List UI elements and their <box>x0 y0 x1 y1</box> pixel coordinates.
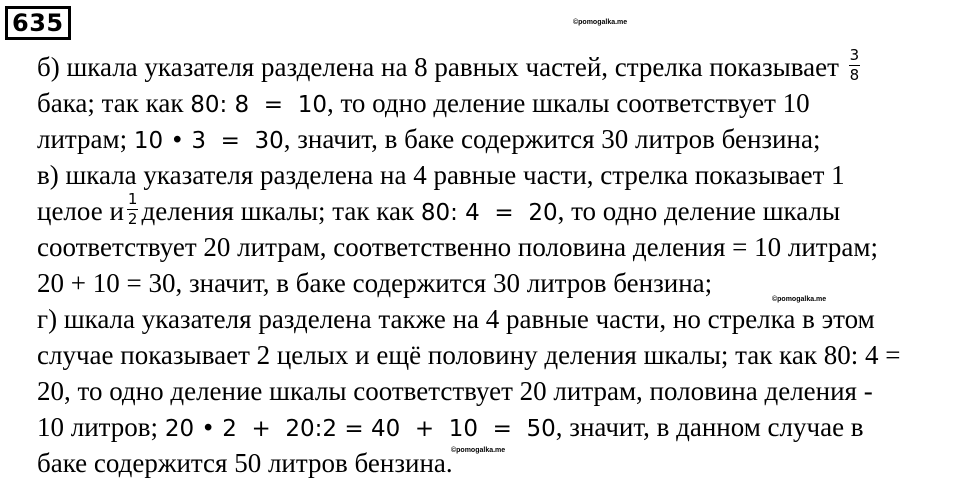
line-text: , то одно деление шкалы соответствует 10 <box>326 88 810 118</box>
text-line-8 <box>37 301 955 337</box>
line-text: , то одно деление шкалы <box>557 196 841 226</box>
math-expression: 20 • 2 + 20:2 = 40 + 10 = 50 <box>164 416 556 442</box>
watermark-middle: ©pomogalka.me <box>772 296 827 303</box>
text-line-3 <box>37 121 955 157</box>
text-line-1 <box>37 46 955 85</box>
problem-number-badge: 635 <box>5 6 71 40</box>
line-text: 10 литров; <box>37 412 165 442</box>
fraction-numerator: 1 <box>127 190 138 209</box>
line-text: литрам; <box>37 124 134 154</box>
line-text: г) шкала указателя разделена также на 4 равные части, но стрелка в этом <box>37 304 875 334</box>
fraction-denominator: 8 <box>849 66 860 85</box>
text-line-10 <box>37 373 955 409</box>
fraction-one-half <box>127 192 139 227</box>
line-text: б) шкала указателя разделена на 8 равных частей, стрелка показывает <box>37 52 839 82</box>
math-expression: 80: 4 = 20 <box>420 200 558 226</box>
text-line-7 <box>37 265 955 301</box>
math-expression: 80: 8 = 10 <box>190 92 327 118</box>
math-expression: 10 • 3 = 30 <box>133 128 284 154</box>
fraction-denominator: 2 <box>127 210 138 229</box>
text-line-12 <box>37 445 955 481</box>
text-line-11 <box>37 409 955 445</box>
line-text: бака; так как <box>37 88 191 118</box>
text-line-9 <box>37 337 955 373</box>
fraction-three-eighths <box>849 48 861 83</box>
line-text: 20 + 10 = 30, значит, в баке содержится 30 литров бензина; <box>37 268 713 298</box>
text-line-6 <box>37 229 955 265</box>
line-text: 20, то одно деление шкалы соответствует 20 литрам, половина деления - <box>37 376 873 406</box>
line-text: , значит, в данном случае в <box>555 412 864 442</box>
fraction-numerator: 3 <box>849 46 860 65</box>
text-line-2 <box>37 85 955 121</box>
text-line-4 <box>37 157 955 193</box>
line-text: баке содержится 50 литров бензина. <box>37 448 453 478</box>
solution-text <box>37 46 955 481</box>
line-text: целое и <box>37 196 124 226</box>
line-text: случае показывает 2 целых и ещё половину деления шкалы; так как 80: 4 = <box>37 340 901 370</box>
line-text: соответствует 20 литрам, соответственно половина деления = 10 литрам; <box>37 232 878 262</box>
line-text: в) шкала указателя разделена на 4 равные части, стрелка показывает 1 <box>37 160 845 190</box>
watermark-top: ©pomogalka.me <box>573 19 628 26</box>
line-text: деления шкалы; так как <box>141 196 421 226</box>
watermark-bottom: ©pomogalka.me <box>451 447 506 454</box>
line-text: , значит, в баке содержится 30 литров бензина; <box>283 124 821 154</box>
text-line-5 <box>37 190 955 229</box>
